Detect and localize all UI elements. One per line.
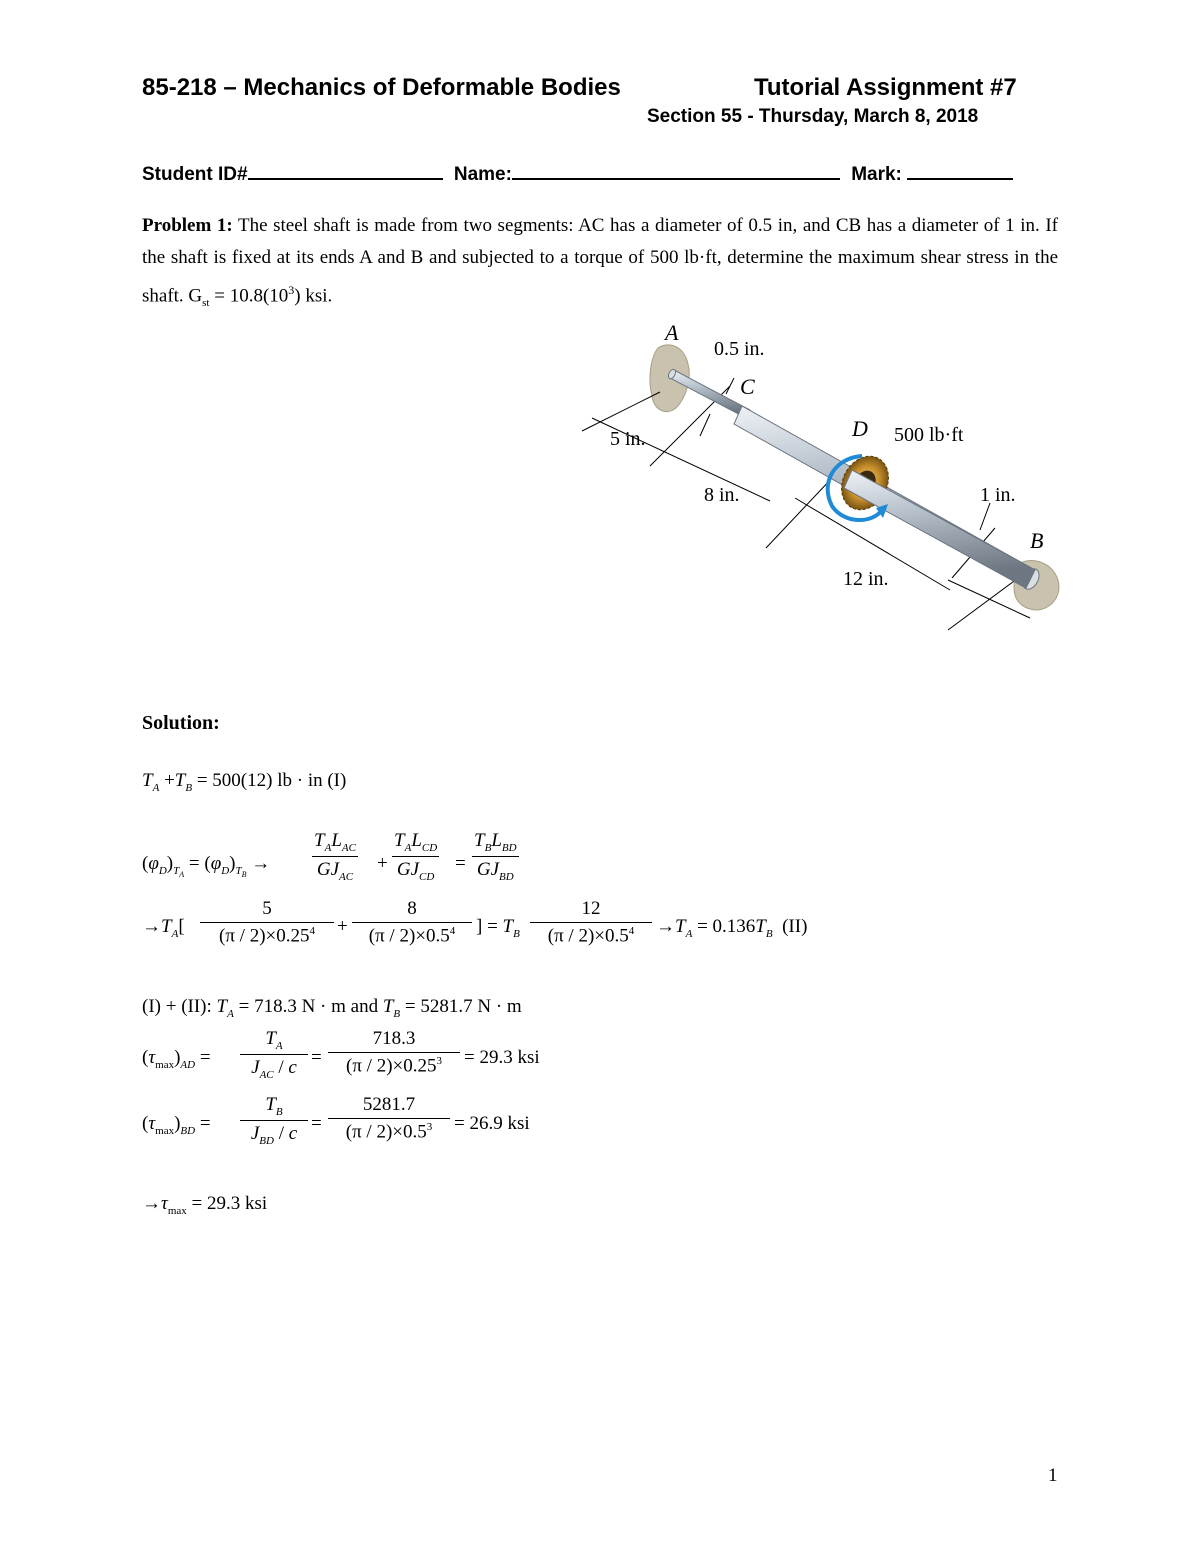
eq6-frac-b: $\frac{5281.7}{(\pi / 2)\times 0.5^3}$ bbox=[328, 1094, 450, 1143]
mark-label: Mark: bbox=[851, 164, 902, 185]
problem-text-2: = 10.8(10 bbox=[209, 285, 289, 307]
final-answer: $\to\tau_{max} = 29.3$ ksi bbox=[142, 1193, 268, 1217]
g-subscript: st bbox=[202, 297, 210, 310]
eq5-result: = 29.3 ksi bbox=[464, 1047, 540, 1068]
frac-bd: $T_BL_{BD}$ $GJ_{BD}$ bbox=[474, 830, 517, 883]
equation-1: $T_A +T_B = 500(12)$ lb · in (I) bbox=[142, 770, 347, 794]
problem-text: The steel shaft is made from two segments: AC has a diameter of 0.5 in, and CB has a diameter of 1 in. If the shaft is fixed at its ends A and B and subjected to a torque of 500 lb·ft, determine the maximum shear stress in the shaft. G bbox=[142, 215, 1058, 307]
name-label: Name: bbox=[453, 164, 512, 185]
problem-text-3: ) ksi. bbox=[294, 285, 333, 307]
equation-5-lhs: $(\tau_{max})_{AD}$ = bbox=[142, 1047, 211, 1071]
label-a: A bbox=[665, 320, 679, 345]
dim-diam-large: 1 in. bbox=[980, 484, 1016, 506]
eq5-frac-a: $T_A$ $J_{AC}$ / c bbox=[240, 1028, 308, 1081]
equation-3-lhs: $\to T_A$[ bbox=[142, 916, 185, 940]
label-c: C bbox=[740, 374, 755, 399]
eq6-frac-a: $T_B$ $J_{BD}$ / c bbox=[240, 1094, 308, 1147]
mark-field[interactable] bbox=[907, 160, 1013, 180]
equation-6-lhs: $(\tau_{max})_{BD}$ = bbox=[142, 1113, 211, 1137]
student-id-label: Student ID# bbox=[142, 164, 248, 185]
problem-statement bbox=[142, 210, 1058, 319]
eq3-frac-1: $\frac{5}{(\pi / 2)\times 0.25^4}$ bbox=[200, 898, 334, 947]
dim-8: 8 in. bbox=[704, 484, 740, 506]
label-d: D bbox=[852, 416, 868, 441]
label-b: B bbox=[1030, 528, 1044, 553]
dim-diam-small: 0.5 in. bbox=[714, 338, 765, 360]
frac-cd: $T_AL_{CD}$ $GJ_{CD}$ bbox=[394, 830, 438, 883]
course-title: 85-218 – Mechanics of Deformable Bodies bbox=[142, 74, 621, 101]
equation-2-lhs: $(\varphi_D)_{T_A} = (\varphi_D)_{T_B}$ → bbox=[142, 853, 271, 880]
problem-label: Problem 1: bbox=[142, 215, 233, 236]
student-info-line bbox=[142, 160, 1013, 186]
solution-heading: Solution: bbox=[142, 712, 220, 734]
eq5-frac-b: $\frac{718.3}{(\pi / 2)\times 0.25^3}$ bbox=[328, 1028, 460, 1077]
equation-3-rhs: $\to T_A = 0.136T_B$ (II) bbox=[656, 916, 808, 940]
eq3-frac-3: $\frac{12}{(\pi / 2)\times 0.5^4}$ bbox=[530, 898, 652, 947]
eq6-result: = 26.9 ksi bbox=[454, 1113, 530, 1134]
eq3-frac-2: $\frac{8}{(\pi / 2)\times 0.5^4}$ bbox=[352, 898, 472, 947]
equation-4: (I) + (II): $T_A = 718.3$ N · m and $T_B = 5281.7$ N · m bbox=[142, 996, 522, 1020]
eq1-rhs: = 500(12) lb · in (I) bbox=[196, 770, 347, 791]
exponent: 3 bbox=[288, 283, 295, 297]
dim-12: 12 in. bbox=[843, 568, 889, 590]
page-number: 1 bbox=[1048, 1465, 1058, 1486]
assignment-title: Tutorial Assignment #7 bbox=[754, 74, 1017, 101]
dim-5: 5 in. bbox=[610, 428, 646, 450]
frac-ac: $T_AL_{AC}$ $GJ_{AC}$ bbox=[314, 830, 356, 883]
shaft-figure bbox=[570, 318, 1070, 638]
torque-label: 500 lb·ft bbox=[894, 424, 964, 446]
student-id-field[interactable] bbox=[248, 160, 443, 180]
name-field[interactable] bbox=[512, 160, 840, 180]
section-line: Section 55 - Thursday, March 8, 2018 bbox=[647, 106, 979, 127]
